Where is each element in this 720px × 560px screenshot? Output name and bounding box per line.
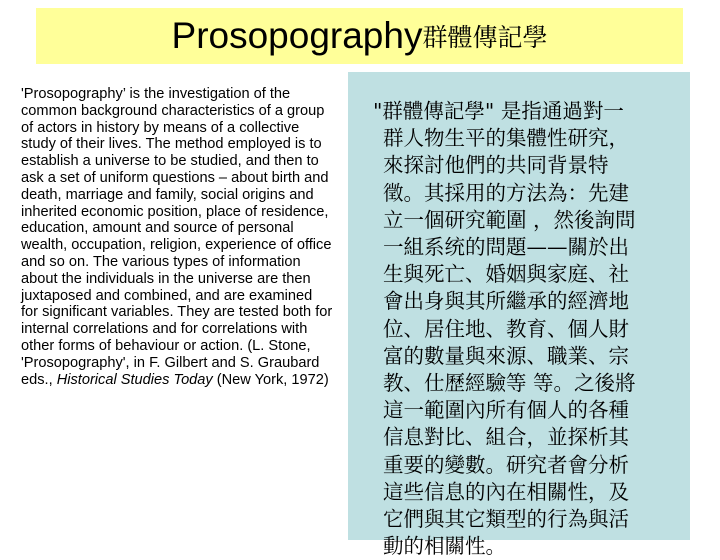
chinese-line: 一組系统的問題——關於出: [383, 235, 629, 260]
chinese-line: 生與死亡、婚姻與家庭、社: [383, 262, 629, 287]
chinese-line: 這些信息的內在相關性，及: [383, 479, 629, 504]
chinese-panel: [348, 72, 690, 559]
english-paragraph: [21, 86, 333, 388]
chinese-line: 位、居住地、教育、個人財: [383, 316, 629, 341]
chinese-line: 群人物生平的集體性研究，: [383, 126, 629, 151]
chinese-line: 會出身與其所繼承的經濟地: [383, 289, 629, 314]
chinese-paragraph: [373, 98, 673, 560]
chinese-line: 富的數量與來源、職業、宗: [383, 343, 629, 368]
chinese-line: 重要的變數。研究者會分析: [383, 452, 629, 477]
chinese-line: 信息對比、組合，並探析其: [383, 425, 629, 450]
chinese-line: 來探討他們的共同背景特: [383, 153, 609, 178]
title-chinese: 群體傳記學: [422, 23, 548, 52]
chinese-line: 它們與其它類型的行為與活: [383, 507, 629, 532]
chinese-line: 這一範圍內所有個人的各種: [383, 398, 629, 423]
chinese-line: 徵。其採用的方法為：先建: [383, 180, 629, 205]
english-paragraph-body: 'Prosopography’ is the investigation of the common background characteristics of a group of actors in history by means of a collective study of their lives. The method employed is to establish a universe to be studied, and then to ask a set of uniform questions – about birth and death, marriage and family, social origins and inherited economic position, place of residence, education, amount and source of personal wealth, occupation, religion, experience of office and so on. The various types of information about the individuals in the universe are then juxtaposed and combined, and are examined for significant variables. They are tested both for internal correlations and for correlations with other forms of behaviour or action. (L. Stone, 'Prosopography', in F. Gilbert and S. Graubard eds.,: [21, 86, 333, 388]
book-title: Historical Studies Today: [56, 371, 213, 388]
chinese-line: 教、仕歷經驗等 等。之後將: [383, 371, 636, 396]
title-bar: [36, 8, 683, 64]
title-english: Prosopography: [171, 15, 423, 56]
chinese-line: "群體傳記學" 是指通過對一: [373, 99, 624, 123]
chinese-line: 動的相關性。: [383, 534, 506, 559]
chinese-line: 立一個研究範圍 ，然後詢問: [383, 207, 636, 232]
publication-info: (New York, 1972): [212, 371, 329, 388]
